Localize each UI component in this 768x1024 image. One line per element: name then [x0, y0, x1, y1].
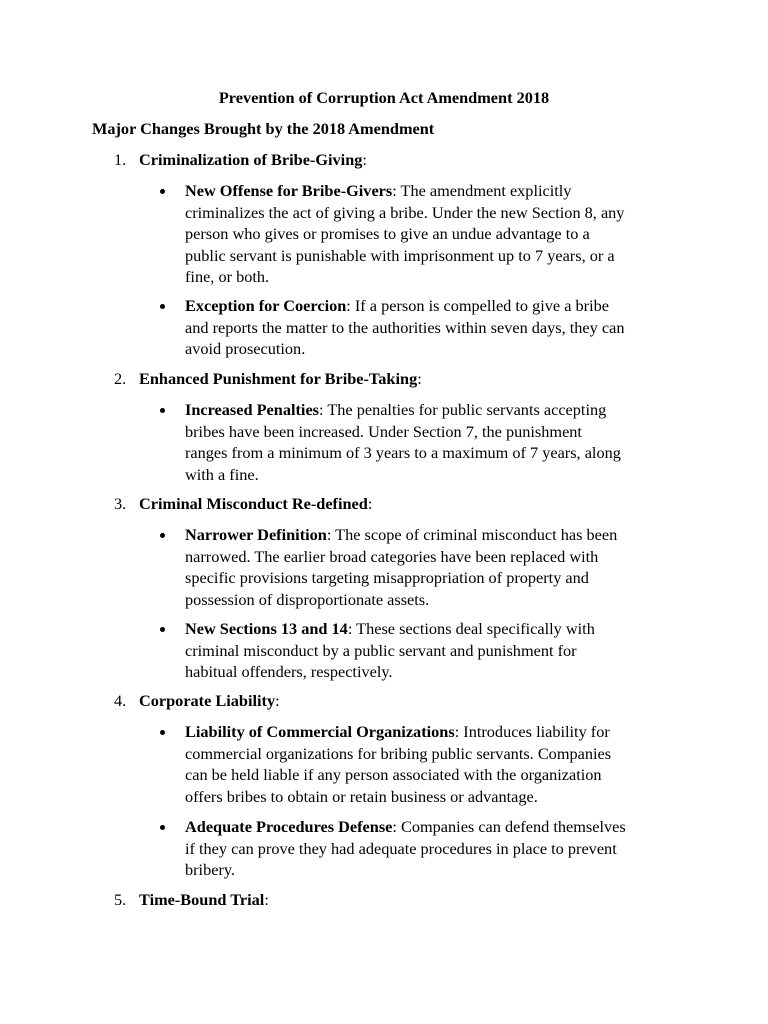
item-number: 4. — [114, 691, 127, 710]
item-title: Enhanced Punishment for Bribe-Taking — [139, 369, 418, 388]
bullet-term: Adequate Procedures Defense — [185, 817, 393, 836]
bullet-line — [185, 816, 626, 837]
bullet-item — [160, 180, 690, 290]
bullet-line — [185, 721, 610, 742]
bullet-text: : The penalties for public servants accepting — [319, 400, 607, 419]
bullet-text: : The scope of criminal misconduct has been — [326, 525, 618, 544]
bullet-text: : These sections deal specifically with — [347, 619, 595, 638]
bullet-item — [160, 618, 690, 684]
bullet-line: bribes have been increased. Under Section 7, the punishment — [185, 421, 582, 441]
bullet-line: criminal misconduct by a public servant and punishment for — [185, 640, 577, 660]
bullet-icon — [160, 825, 165, 830]
item-title: Criminal Misconduct Re-defined — [139, 494, 368, 513]
bullet-line: can be held liable if any person associated with the organization — [185, 765, 602, 784]
bullet-line: bribery. — [185, 860, 236, 879]
item-colon: : — [264, 890, 269, 909]
item-title: Corporate Liability — [139, 691, 276, 710]
bullet-icon — [160, 408, 165, 413]
bullet-line: if they can prove they had adequate procedures in place to prevent — [185, 838, 617, 858]
item-title: Criminalization of Bribe-Giving — [139, 150, 363, 169]
bullet-icon — [160, 627, 165, 632]
bullet-line: habitual offenders, respectively. — [185, 662, 393, 681]
bullet-line — [185, 399, 606, 420]
numbered-item — [114, 889, 269, 910]
bullet-line — [185, 180, 571, 201]
bullet-line: person who gives or promises to give an undue advantage to a — [185, 224, 590, 243]
bullet-line: with a fine. — [185, 464, 259, 484]
bullet-line: fine, or both. — [185, 267, 270, 286]
bullet-text: : If a person is compelled to give a bribe — [346, 296, 609, 315]
item-colon: : — [362, 150, 367, 169]
bullet-term: Increased Penalties — [185, 400, 320, 419]
bullet-line: possession of disproportionate assets. — [185, 589, 430, 609]
bullet-line: public servant is punishable with imprisonment up to 7 years, or a — [185, 245, 615, 265]
numbered-item — [114, 493, 372, 514]
bullet-term: Exception for Coercion — [185, 296, 347, 315]
bullet-item — [160, 721, 690, 809]
bullet-line: specific provisions targeting misappropriation of property and — [185, 568, 589, 587]
bullet-text: : Introduces liability for — [454, 722, 610, 741]
bullet-line — [185, 524, 617, 545]
bullet-line — [185, 618, 595, 639]
bullet-term: New Sections 13 and 14 — [185, 619, 348, 638]
numbered-item — [114, 368, 422, 389]
bullet-item — [160, 524, 690, 612]
bullet-line: offers bribes to obtain or retain business or advantage. — [185, 786, 538, 806]
numbered-item — [114, 149, 367, 170]
bullet-term: New Offense for Bribe-Givers — [185, 181, 393, 200]
bullet-line — [185, 295, 609, 316]
item-number: 2. — [114, 369, 127, 388]
bullet-icon — [160, 304, 165, 309]
bullet-icon — [160, 189, 165, 194]
document-title: Prevention of Corruption Act Amendment 2018 — [218, 88, 550, 107]
item-title: Time-Bound Trial — [139, 890, 265, 909]
bullet-item — [160, 295, 690, 361]
section-heading: Major Changes Brought by the 2018 Amendment — [92, 119, 435, 138]
bullet-icon — [160, 533, 165, 538]
item-colon: : — [417, 369, 422, 388]
bullet-icon — [160, 730, 165, 735]
bullet-line: avoid prosecution. — [185, 339, 306, 358]
bullet-term: Liability of Commercial Organizations — [185, 722, 455, 741]
bullet-item — [160, 399, 690, 487]
numbered-item — [114, 690, 280, 711]
item-number: 1. — [114, 150, 127, 169]
item-number: 3. — [114, 494, 127, 513]
item-colon: : — [275, 691, 280, 710]
bullet-line: criminalizes the act of giving a bribe. Under the new Section 8, any — [185, 202, 625, 222]
item-number: 5. — [114, 890, 127, 909]
bullet-line: narrowed. The earlier broad categories have been replaced with — [185, 546, 599, 566]
bullet-item — [160, 816, 690, 882]
bullet-line: and reports the matter to the authorities within seven days, they can — [185, 317, 625, 337]
bullet-text: : The amendment explicitly — [392, 181, 572, 200]
bullet-line: ranges from a minimum of 3 years to a maximum of 7 years, along — [185, 443, 621, 462]
bullet-term: Narrower Definition — [185, 525, 327, 544]
item-colon: : — [367, 494, 373, 513]
bullet-line: commercial organizations for bribing public servants. Companies — [185, 743, 612, 763]
bullet-text: : Companies can defend themselves — [392, 817, 626, 836]
